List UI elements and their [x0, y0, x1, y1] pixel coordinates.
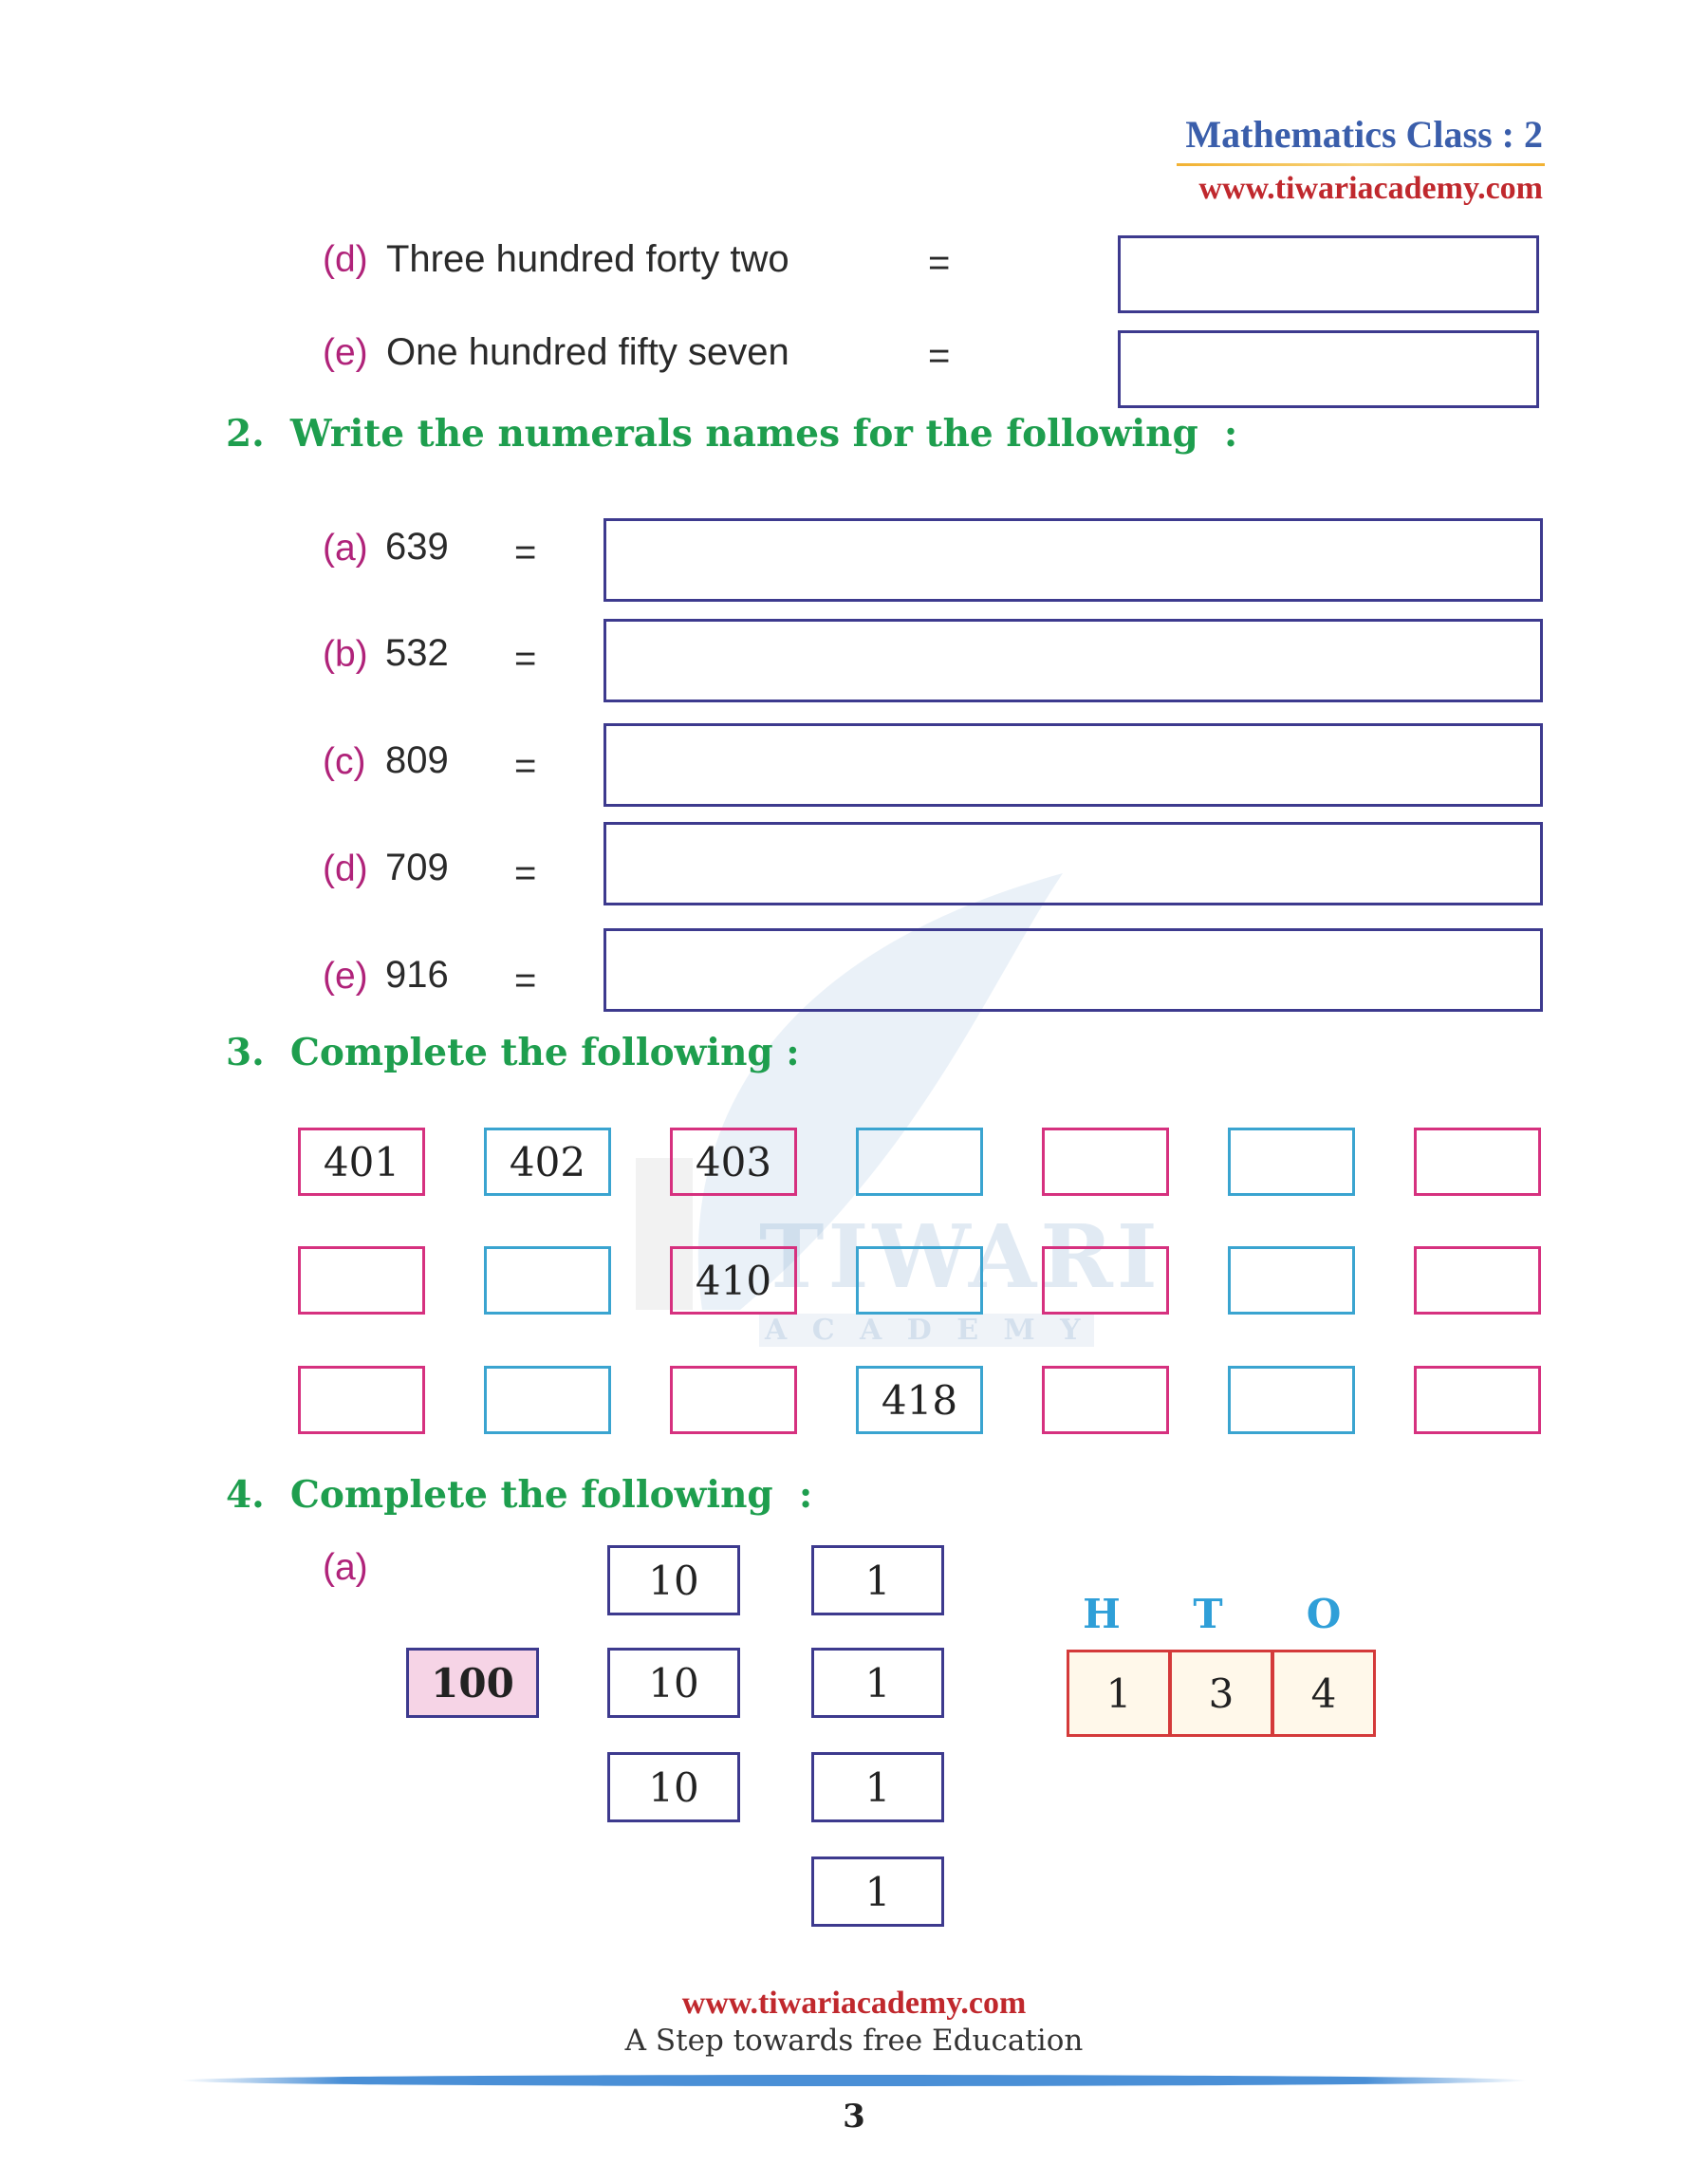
q2-e-answer-box[interactable] [603, 928, 1543, 1012]
q2-a-value: 639 [385, 526, 449, 568]
q2-b-label: (b) [323, 634, 368, 675]
q2-c-label: (c) [323, 741, 366, 782]
q1-e-equals: = [928, 335, 951, 377]
q3-heading: 3. Complete the following : [226, 1031, 800, 1074]
q2-b-value: 532 [385, 632, 449, 674]
sequence-box[interactable] [298, 1246, 425, 1315]
sequence-box[interactable] [484, 1246, 611, 1315]
q4-a-label: (a) [323, 1547, 368, 1588]
q2-d-answer-box[interactable] [603, 822, 1543, 905]
ten-block: 10 [607, 1545, 740, 1615]
q2-b-equals: = [514, 638, 537, 680]
q2-e-label: (e) [323, 956, 368, 997]
sequence-box[interactable] [1414, 1128, 1541, 1196]
sequence-box[interactable] [1042, 1246, 1169, 1315]
place-header-ones: O [1306, 1591, 1342, 1637]
header-subject: Mathematics Class : 2 [1185, 113, 1543, 156]
q2-c-answer-box[interactable] [603, 723, 1543, 807]
q2-a-label: (a) [323, 528, 368, 569]
sequence-box[interactable] [1414, 1366, 1541, 1434]
q2-d-equals: = [514, 852, 537, 894]
sequence-box[interactable]: 410 [670, 1246, 797, 1315]
sequence-box[interactable]: 402 [484, 1128, 611, 1196]
one-block: 1 [811, 1545, 944, 1615]
sequence-box[interactable] [484, 1366, 611, 1434]
sequence-box[interactable] [856, 1128, 983, 1196]
footer-url[interactable]: www.tiwariacademy.com [681, 1986, 1027, 2021]
sequence-box[interactable] [1414, 1246, 1541, 1315]
sequence-box[interactable] [1228, 1246, 1355, 1315]
q1-e-text: One hundred fifty seven [386, 331, 789, 373]
ten-block: 10 [607, 1752, 740, 1822]
sequence-box[interactable] [856, 1246, 983, 1315]
page-number: 3 [843, 2098, 865, 2136]
q1-e-label: (e) [323, 332, 368, 373]
q2-heading: 2. Write the numerals names for the following : [226, 412, 1238, 456]
place-value-tens[interactable]: 3 [1169, 1650, 1273, 1737]
one-block: 1 [811, 1856, 944, 1927]
q2-b-answer-box[interactable] [603, 619, 1543, 702]
place-value-hundreds[interactable]: 1 [1067, 1650, 1171, 1737]
q2-c-value: 809 [385, 739, 449, 781]
sequence-box[interactable]: 401 [298, 1128, 425, 1196]
watermark-sub: A C A D E M Y [759, 1314, 1094, 1347]
sequence-box[interactable] [1228, 1128, 1355, 1196]
one-block: 1 [811, 1648, 944, 1718]
watermark-word: TIWARI [759, 1205, 1161, 1308]
sequence-box[interactable] [1042, 1128, 1169, 1196]
sequence-box[interactable] [1228, 1366, 1355, 1434]
q2-d-value: 709 [385, 847, 449, 888]
q1-d-equals: = [928, 242, 951, 284]
q2-d-label: (d) [323, 849, 368, 889]
q1-d-label: (d) [323, 239, 368, 280]
sequence-box[interactable] [1042, 1366, 1169, 1434]
q2-c-equals: = [514, 745, 537, 787]
q2-e-equals: = [514, 960, 537, 1001]
sequence-box[interactable] [670, 1366, 797, 1434]
q4-heading: 4. Complete the following : [226, 1473, 813, 1517]
sequence-box[interactable]: 418 [856, 1366, 983, 1434]
header-url[interactable]: www.tiwariacademy.com [1198, 171, 1543, 206]
q1-d-text: Three hundred forty two [386, 238, 789, 280]
q2-a-answer-box[interactable] [603, 518, 1543, 602]
footer-tagline: A Step towards free Education [624, 2024, 1084, 2058]
q2-e-value: 916 [385, 954, 449, 996]
place-header-tens: T [1193, 1591, 1223, 1637]
hundred-block: 100 [406, 1648, 539, 1718]
header-divider [1177, 163, 1545, 166]
place-header-hundreds: H [1083, 1591, 1121, 1637]
q1-d-answer-box[interactable] [1118, 235, 1539, 313]
sequence-box[interactable] [298, 1366, 425, 1434]
place-value-ones[interactable]: 4 [1272, 1650, 1376, 1737]
footer-divider [180, 2075, 1528, 2086]
ten-block: 10 [607, 1648, 740, 1718]
q1-e-answer-box[interactable] [1118, 330, 1539, 408]
one-block: 1 [811, 1752, 944, 1822]
q2-a-equals: = [514, 532, 537, 573]
sequence-box[interactable]: 403 [670, 1128, 797, 1196]
